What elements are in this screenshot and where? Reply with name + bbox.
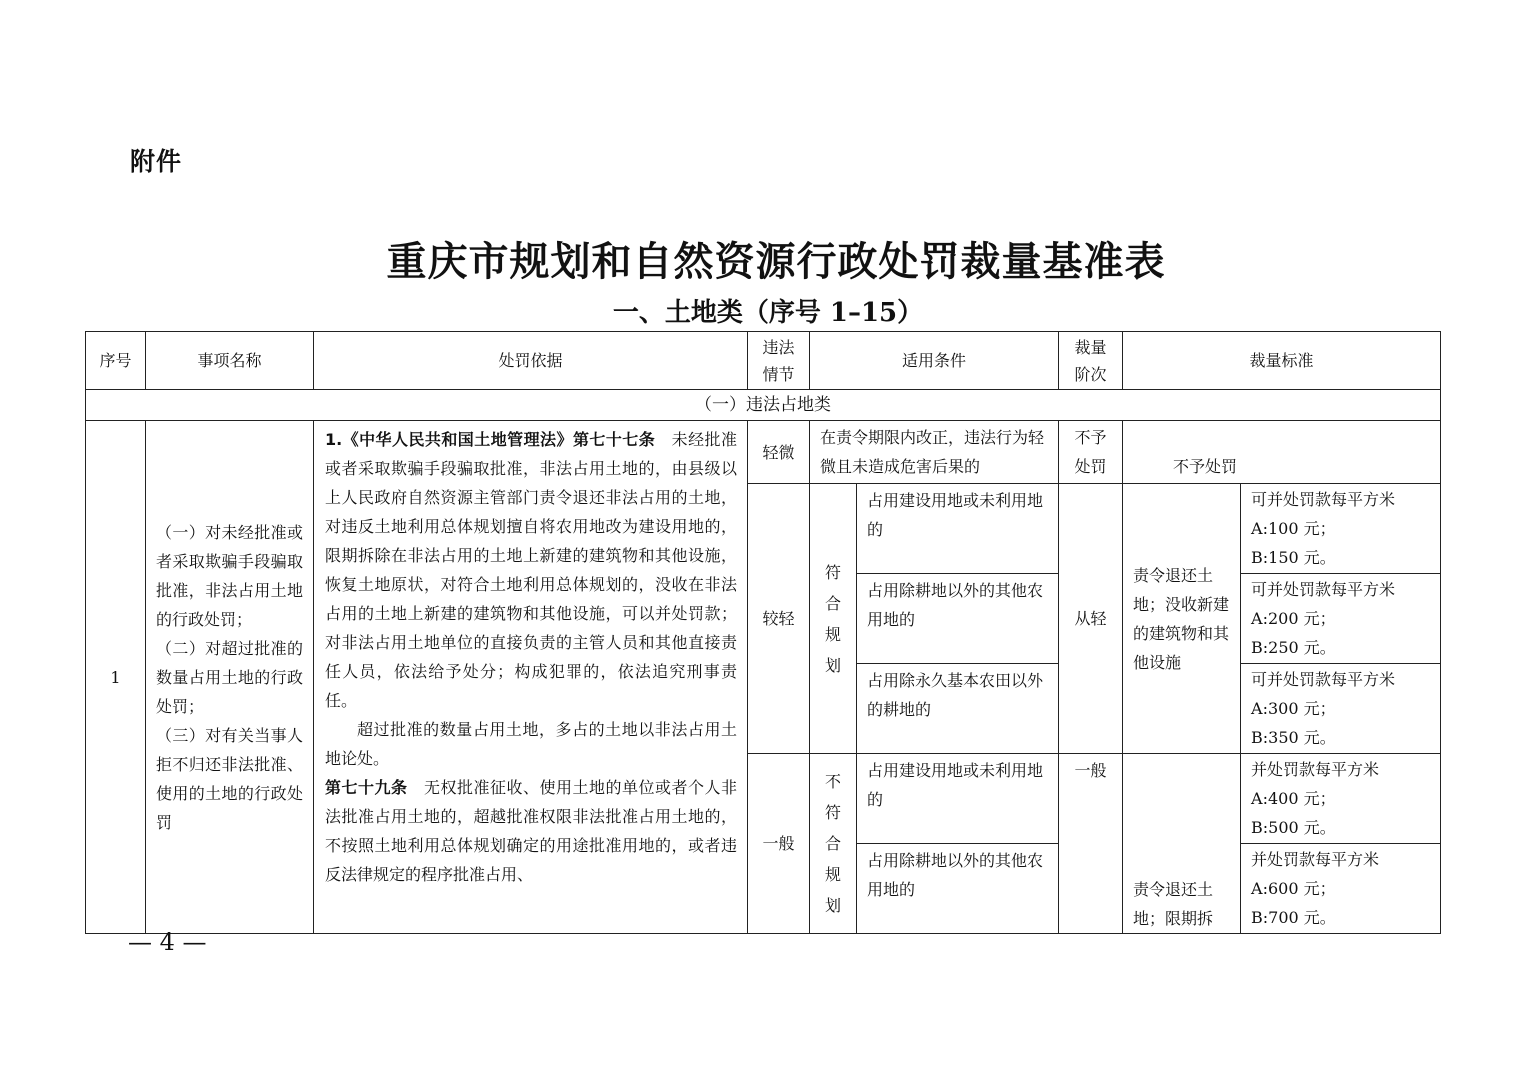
item-name: （一）对未经批准或者采取欺骗手段骗取批准，非法占用土地的行政处罚； （二）对超过批准的数量占用土地的行政处罚； （三）对有关当事人拒不归还非法批准、使用的土地的行政处罚 [146, 421, 314, 934]
condition-minor: 在责令期限内改正，违法行为轻微且未造成危害后果的 [810, 421, 1059, 484]
condition-lighter-2: 占用除耕地以外的其他农用地的 [857, 574, 1059, 664]
measure-general: 责令退还土地；限期拆 [1123, 754, 1241, 934]
header-conditions: 适用条件 [810, 332, 1059, 390]
page-number: — 4 — [128, 928, 207, 956]
basis-paragraph-2: 超过批准的数量占用土地，多占的土地以非法占用土地论处。 [325, 720, 737, 768]
header-seq: 序号 [86, 332, 146, 390]
circumstance-lighter: 较轻 [748, 484, 810, 754]
header-standard: 裁量标准 [1123, 332, 1441, 390]
document-title: 重庆市规划和自然资源行政处罚裁量基准表 [386, 238, 1166, 285]
condition-general-1: 占用建设用地或未利用地的 [857, 754, 1059, 844]
penalty-table [85, 331, 1441, 934]
standard-lighter-2: 可并处罚款每平方米 A:200 元； B:250 元。 [1241, 574, 1441, 664]
condition-lighter-1: 占用建设用地或未利用地的 [857, 484, 1059, 574]
standard-general-2: 并处罚款每平方米 A:600 元； B:700 元。 [1241, 844, 1441, 934]
section-title: （一）违法占地类 [86, 390, 1441, 421]
circumstance-general: 一般 [748, 754, 810, 934]
penalty-basis [314, 421, 748, 934]
level-general: 一般 [1059, 754, 1123, 934]
basis-paragraph-1: 1.《中华人民共和国土地管理法》第七十七条 未经批准或者采取欺骗手段骗取批准，非法占用土地的，由县级以上人民政府自然资源主管部门责令退还非法占用的土地，对违反土地利用总体规划擅自将农用地改为建设用地的，限期拆除在非法占用的土地上新建的建筑物和其他设施，恢复土地原状，对符合土地利用总体规划的，没收在非法占用的土地上新建的建筑物和其他设施，可以并处罚款；对非法占用土地单位的直接负责的主管人员和其他直接责任人员，依法给予处分；构成犯罪的，依法追究刑事责任。 [325, 430, 737, 710]
compliance-lighter: 符 合 规 划 [810, 484, 857, 754]
basis-paragraph-3: 第七十九条 无权批准征收、使用土地的单位或者个人非法批准占用土地的，超越批准权限非法批准占用土地的，不按照土地利用总体规划确定的用途批准用地的，或者违反法律规定的程序批准占用、 [325, 778, 737, 884]
standard-lighter-1: 可并处罚款每平方米 A:100 元； B:150 元。 [1241, 484, 1441, 574]
level-lighter: 从轻 [1059, 484, 1123, 754]
circumstance-minor: 轻微 [748, 421, 810, 484]
header-level: 裁量 阶次 [1059, 332, 1123, 390]
standard-general-1: 并处罚款每平方米 A:400 元； B:500 元。 [1241, 754, 1441, 844]
header-circumstance: 违法 情节 [748, 332, 810, 390]
table-row [86, 421, 1441, 484]
standard-minor: 不予处罚 [1123, 421, 1441, 484]
category-subtitle: 一、土地类（序号 1–15） [612, 298, 924, 328]
section-row [86, 390, 1441, 421]
level-minor: 不予处罚 [1059, 421, 1123, 484]
condition-general-2: 占用除耕地以外的其他农用地的 [857, 844, 1059, 934]
measure-lighter: 责令退还土地；没收新建的建筑物和其他设施 [1123, 484, 1241, 754]
condition-lighter-3: 占用除永久基本农田以外的耕地的 [857, 664, 1059, 754]
table-header-row [86, 332, 1441, 390]
attachment-label: 附件 [130, 147, 183, 176]
standard-lighter-3: 可并处罚款每平方米 A:300 元； B:350 元。 [1241, 664, 1441, 754]
compliance-general: 不 符 合 规 划 [810, 754, 857, 934]
header-item: 事项名称 [146, 332, 314, 390]
header-basis: 处罚依据 [314, 332, 748, 390]
row-seq: 1 [86, 421, 146, 934]
